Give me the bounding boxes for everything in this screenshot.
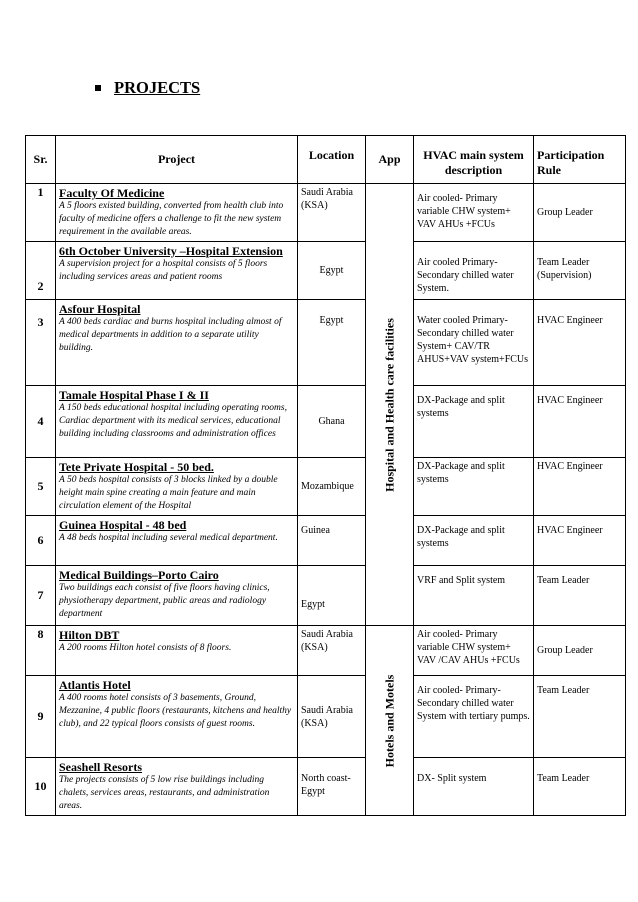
row-sr: 7 [26,566,56,626]
hvac-cell: Water cooled Primary- Secondary chilled water System+ CAV/TR AHUS+VAV system+FCUs [414,300,534,386]
project-cell [56,242,298,300]
app-category-cell [366,184,414,626]
table-header-row [26,136,626,184]
table-row [26,386,626,458]
project-description: A supervision project for a hospital consists of 5 floors including services areas and patient rooms [59,259,268,282]
table-row [26,676,626,758]
location-cell: Guinea [298,516,366,566]
header-app: App [366,136,414,184]
row-sr: 1 [26,184,56,242]
hvac-cell: Air cooled- Primary- Secondary chilled water System with tertiary pumps. [414,676,534,758]
hvac-cell: Air cooled- Primary variable CHW system+ VAV /CAV AHUs +FCUs [414,626,534,676]
project-cell [56,458,298,516]
header-location: Location [298,136,366,184]
project-description: A 48 beds hospital including several medical department. [59,533,278,543]
table-row [26,758,626,816]
location-cell: Ghana [298,386,366,458]
header-participation: Participation Rule [534,136,626,184]
row-sr: 5 [26,458,56,516]
project-description: The projects consists of 5 low rise buildings including chalets, services areas, restaurants, and administration areas. [59,775,270,811]
app-category-cell [366,626,414,816]
role-cell: Team Leader (Supervision) [534,242,626,300]
table-row [26,566,626,626]
location-cell: North coast- Egypt [298,758,366,816]
project-cell [56,676,298,758]
hvac-cell: Air cooled Primary- Secondary chilled water System. [414,242,534,300]
table-row [26,516,626,566]
header-sr: Sr. [26,136,56,184]
project-name: Faculty Of Medicine [59,186,165,200]
role-cell: HVAC Engineer [534,516,626,566]
role-cell: Group Leader [534,626,626,676]
location-cell: Saudi Arabia (KSA) [298,676,366,758]
project-name: Guinea Hospital - 48 bed [59,518,187,532]
project-description: A 5 floors existed building, converted from health club into faculty of medicine offers a challenge to fit the new system requirement in the available areas. [59,201,284,237]
table-row [26,458,626,516]
project-cell [56,566,298,626]
hvac-cell: VRF and Split system [414,566,534,626]
role-cell: Group Leader [534,184,626,242]
project-name: Asfour Hospital [59,302,141,316]
row-sr: 3 [26,300,56,386]
project-cell [56,300,298,386]
row-sr: 8 [26,626,56,676]
header-hvac: HVAC main system description [414,136,534,184]
role-cell: HVAC Engineer [534,458,626,516]
project-description: A 400 rooms hotel consists of 3 basements, Ground, Mezzanine, 4 public floors (restaurants, kitchens and healthy club), and 22 typical floors consists of guest rooms. [59,693,292,729]
project-cell [56,516,298,566]
section-title: PROJECTS [114,78,201,97]
role-cell: HVAC Engineer [534,300,626,386]
row-sr: 4 [26,386,56,458]
table-row [26,626,626,676]
table-row [26,300,626,386]
project-cell [56,184,298,242]
square-bullet-icon [95,85,101,91]
project-name: Tete Private Hospital - 50 bed. [59,460,214,474]
role-cell: HVAC Engineer [534,386,626,458]
app-category-label: Hotels and Motels [382,674,396,767]
project-description: A 200 rooms Hilton hotel consists of 8 floors. [59,643,232,653]
hvac-cell: DX-Package and split systems [414,386,534,458]
project-name: Medical Buildings–Porto Cairo [59,568,219,582]
header-project: Project [56,136,298,184]
project-description: A 400 beds cardiac and burns hospital including almost of medical departments in addition to a separate utility building. [59,317,282,353]
role-cell: Team Leader [534,566,626,626]
app-category-label: Hospital and Health care facilities [382,317,396,492]
role-cell: Team Leader [534,758,626,816]
row-sr: 6 [26,516,56,566]
row-sr: 2 [26,242,56,300]
project-name: Atlantis Hotel [59,678,131,692]
project-description: A 150 beds educational hospital including operating rooms, Cardiac department with its medical services, educational building including classrooms and administration offices [59,403,287,439]
location-cell: Mozambique [298,458,366,516]
role-cell: Team Leader [534,676,626,758]
project-cell [56,626,298,676]
location-cell: Saudi Arabia (KSA) [298,184,366,242]
hvac-cell: Air cooled- Primary variable CHW system+ VAV AHUs +FCUs [414,184,534,242]
table-row [26,242,626,300]
project-cell [56,386,298,458]
project-description: Two buildings each consist of five floors having clinics, physiotherapy department, public areas and radiology department [59,583,270,619]
project-name: Hilton DBT [59,628,120,642]
project-description: A 50 beds hospital consists of 3 blocks linked by a double height main spine creating a main feature and main circulation element of the Hospital [59,475,278,511]
location-cell: Egypt [298,300,366,386]
section-heading [95,78,200,98]
project-name: 6th October University –Hospital Extension [59,244,283,258]
project-cell [56,758,298,816]
hvac-cell: DX- Split system [414,758,534,816]
hvac-cell: DX-Package and split systems [414,516,534,566]
project-name: Seashell Resorts [59,760,142,774]
location-cell: Egypt [298,242,366,300]
table-row [26,184,626,242]
row-sr: 10 [26,758,56,816]
location-cell: Saudi Arabia (KSA) [298,626,366,676]
projects-table [25,135,626,816]
project-name: Tamale Hospital Phase I & II [59,388,209,402]
hvac-cell: DX-Package and split systems [414,458,534,516]
row-sr: 9 [26,676,56,758]
location-cell: Egypt [298,566,366,626]
